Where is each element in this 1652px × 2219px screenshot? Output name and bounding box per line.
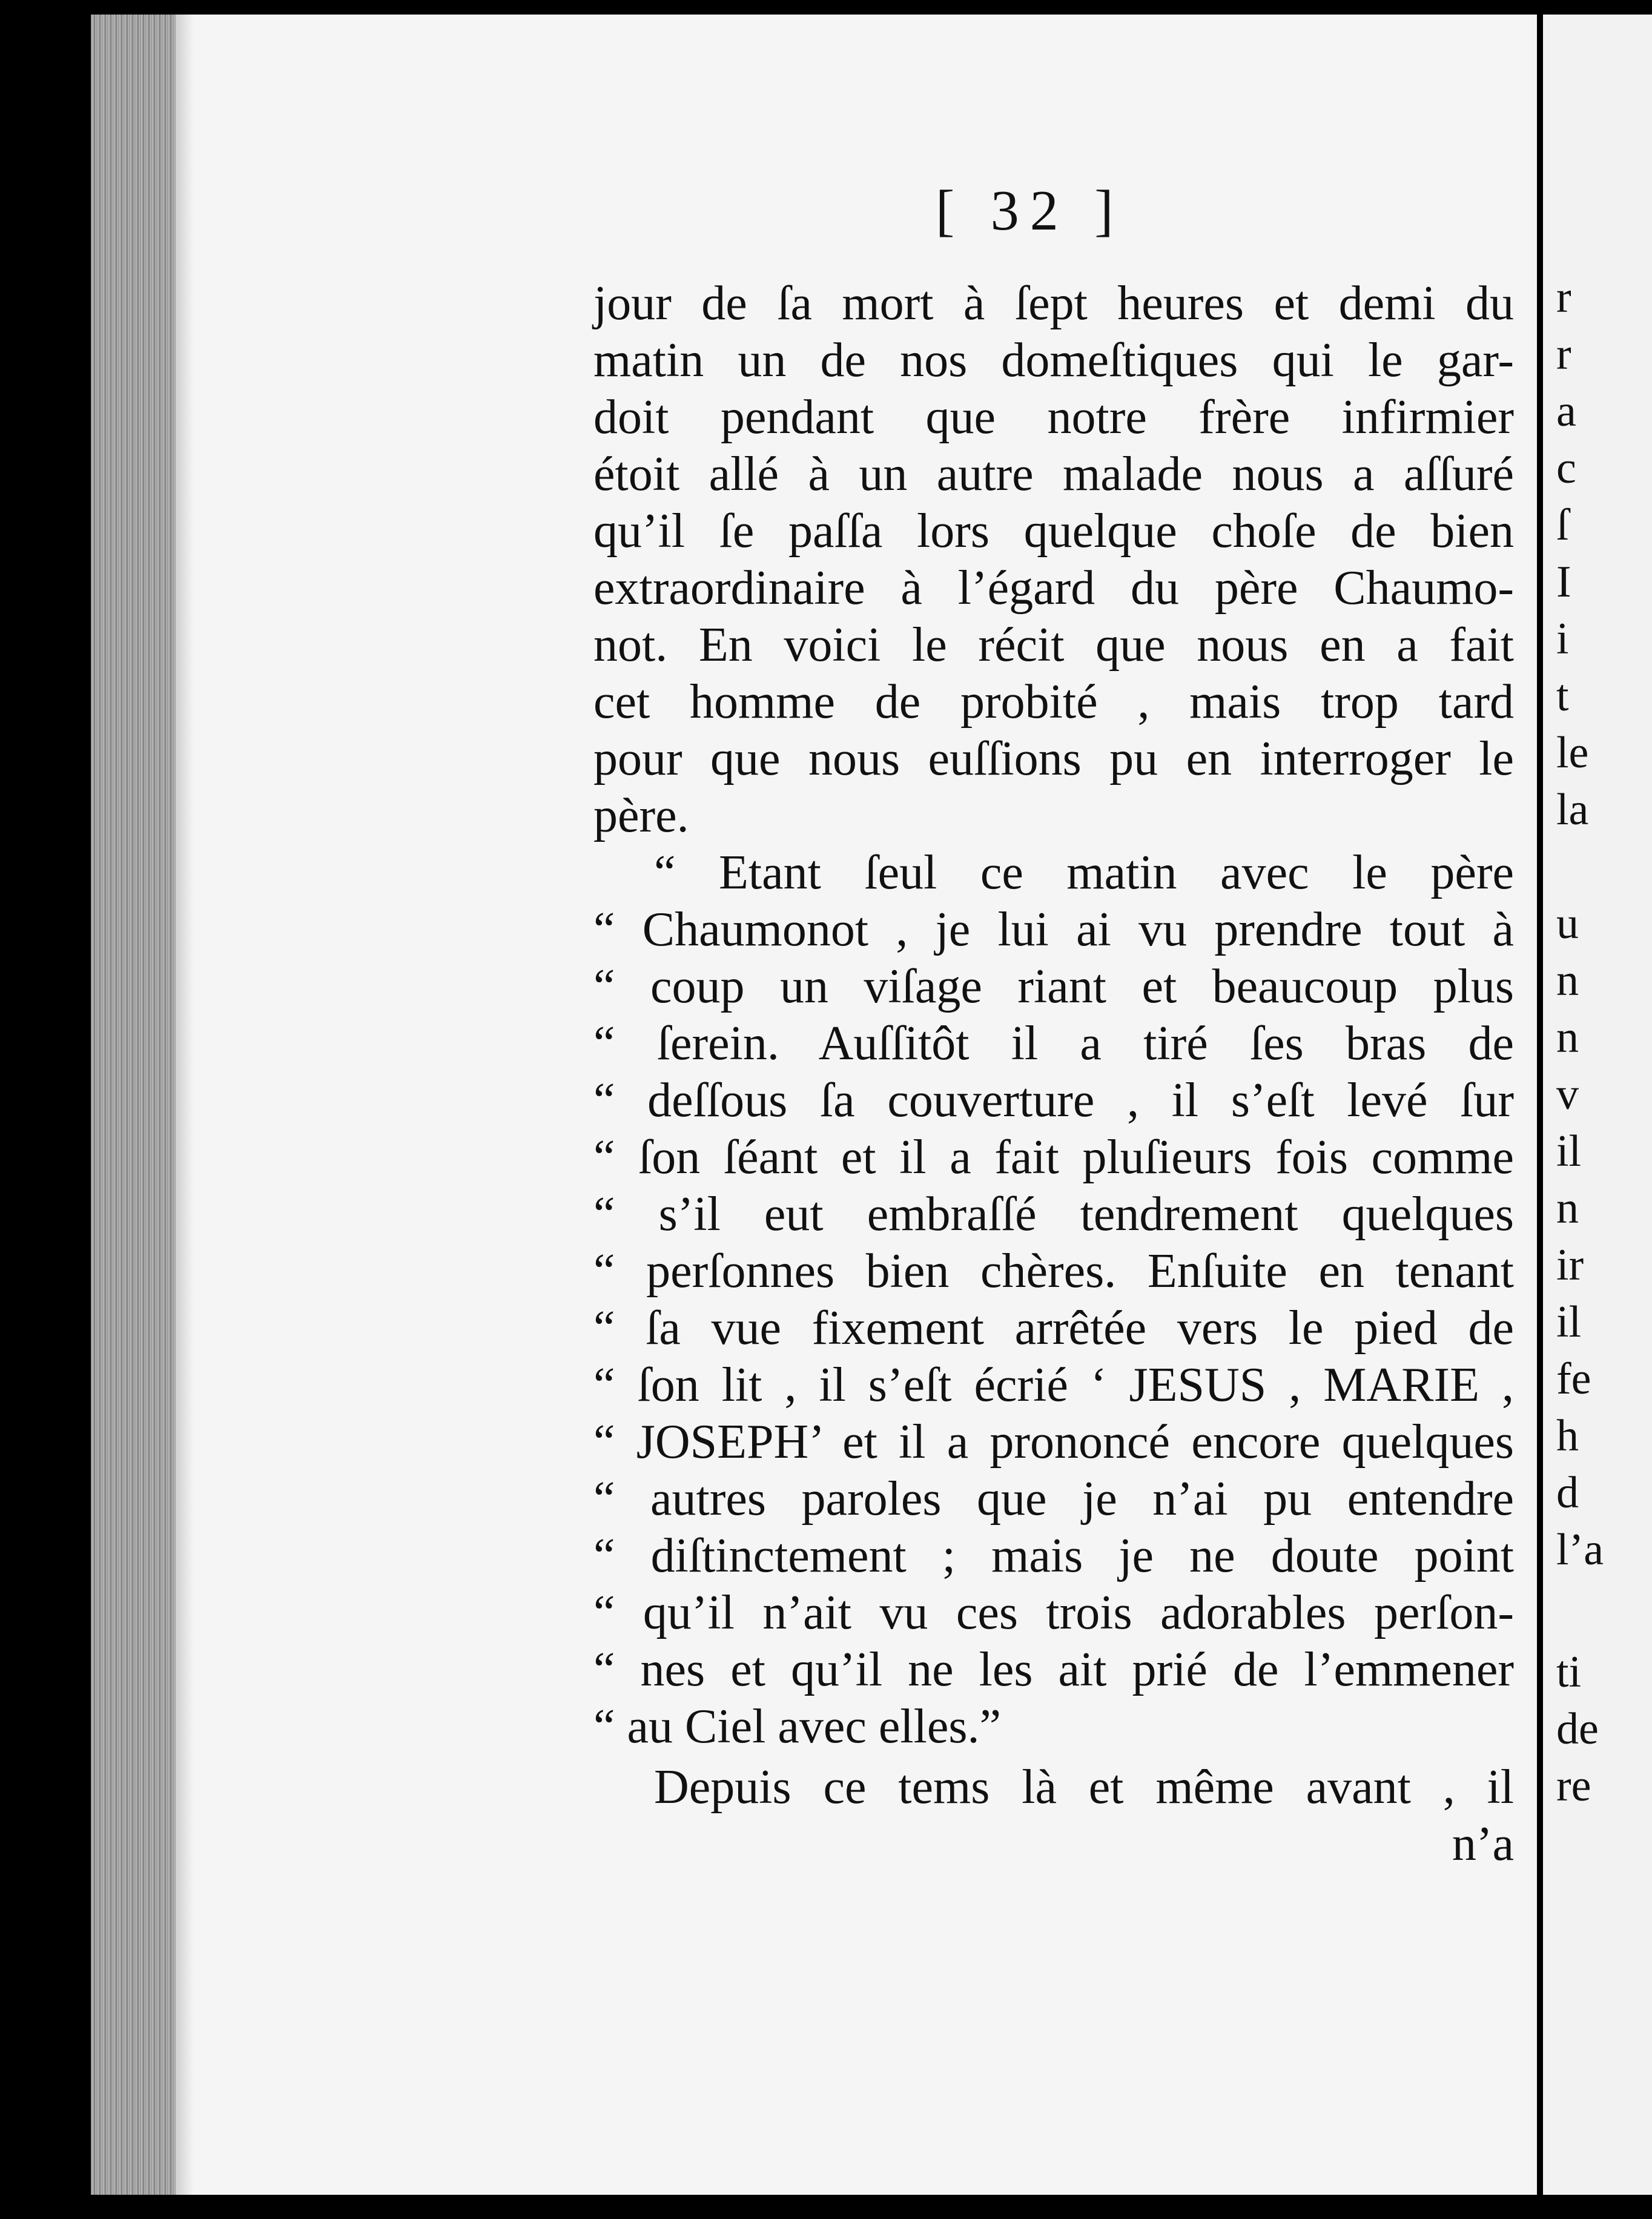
facing-fragment: r <box>1556 273 1571 322</box>
text-line: “ Etant ſeul ce matin avec le père <box>654 846 1514 899</box>
facing-fragment: re <box>1556 1761 1591 1811</box>
facing-fragment: ſ <box>1556 500 1569 550</box>
facing-fragment: I <box>1556 557 1571 607</box>
text-line: “ qu’il n’ait vu ces trois adorables perſon- <box>593 1586 1514 1639</box>
facing-fragment: v <box>1556 1070 1579 1119</box>
text-line: “ ſon ſéant et il a fait pluſieurs fois comme <box>593 1131 1514 1184</box>
facing-fragment: u <box>1556 899 1579 948</box>
facing-page <box>1543 15 1652 2195</box>
text-line: “ diſtinctement ; mais je ne doute point <box>593 1529 1514 1582</box>
page-edge <box>91 15 176 2195</box>
facing-fragment: c <box>1556 443 1576 493</box>
facing-fragment: il <box>1556 1126 1582 1176</box>
text-line: extraordinaire à l’égard du père Chaumo- <box>593 561 1514 615</box>
gutter-shadow <box>176 15 194 2195</box>
page-number: [ 32 ] <box>936 179 1125 242</box>
text-line: “ au Ciel avec elles.” <box>593 1700 1001 1753</box>
facing-fragment: il <box>1556 1297 1582 1347</box>
text-line: doit pendant que notre frère infirmier <box>593 391 1514 444</box>
facing-fragment: de <box>1556 1704 1599 1754</box>
facing-fragment: n <box>1556 956 1579 1005</box>
text-line: “ nes et qu’il ne les ait prié de l’emmener <box>593 1643 1514 1696</box>
text-line: “ autres paroles que je n’ai pu entendre <box>593 1472 1514 1526</box>
text-line: “ JOSEPH’ et il a prononcé encore quelques <box>593 1415 1514 1469</box>
text-line: “ ſerein. Auſſitôt il a tiré ſes bras de <box>593 1017 1514 1070</box>
text-line: matin un de nos domeſtiques qui le gar- <box>593 334 1514 387</box>
facing-fragment: ti <box>1556 1647 1582 1697</box>
facing-fragment: a <box>1556 386 1576 436</box>
facing-fragment: ir <box>1556 1240 1584 1290</box>
text-line: Depuis ce tems là et même avant , il <box>654 1761 1514 1814</box>
text-line: “ ſa vue fixement arrêtée vers le pied de <box>593 1301 1514 1355</box>
text-line: cet homme de probité , mais trop tard <box>593 675 1514 729</box>
facing-fragment: d <box>1556 1468 1579 1518</box>
facing-fragment: r <box>1556 329 1571 379</box>
text-line: “ deſſous ſa couverture , il s’eſt levé ſur <box>593 1074 1514 1127</box>
text-line: “ perſonnes bien chères. Enſuite en tenant <box>593 1245 1514 1298</box>
facing-fragment: n <box>1556 1013 1579 1062</box>
catchword: n’a <box>1452 1817 1514 1871</box>
facing-fragment: l’a <box>1556 1525 1604 1575</box>
text-line: “ ſon lit , il s’eſt écrié ‘ JESUS , MARIE , <box>593 1358 1514 1412</box>
facing-fragment: n <box>1556 1183 1579 1233</box>
facing-fragment: t <box>1556 671 1569 721</box>
text-line: “ s’il eut embraſſé tendrement quelques <box>593 1188 1514 1241</box>
text-line: not. En voici le récit que nous en a fait <box>593 618 1514 672</box>
text-line: étoit allé à un autre malade nous a aſſuré <box>593 448 1514 501</box>
text-line: “ Chaumonot , je lui ai vu prendre tout à <box>593 903 1514 956</box>
facing-fragment: h <box>1556 1411 1579 1461</box>
book-page <box>91 15 1537 2195</box>
text-line: jour de ſa mort à ſept heures et demi du <box>593 277 1514 330</box>
text-line: “ coup un viſage riant et beaucoup plus <box>593 960 1514 1013</box>
text-line: pour que nous euſſions pu en interroger le <box>593 732 1514 785</box>
facing-fragment: i <box>1556 614 1569 664</box>
facing-fragment: le <box>1556 728 1589 778</box>
facing-fragment: fe <box>1556 1354 1591 1404</box>
facing-fragment: la <box>1556 785 1589 835</box>
text-line: qu’il ſe paſſa lors quelque choſe de bien <box>593 504 1514 558</box>
text-line: père. <box>593 789 689 842</box>
